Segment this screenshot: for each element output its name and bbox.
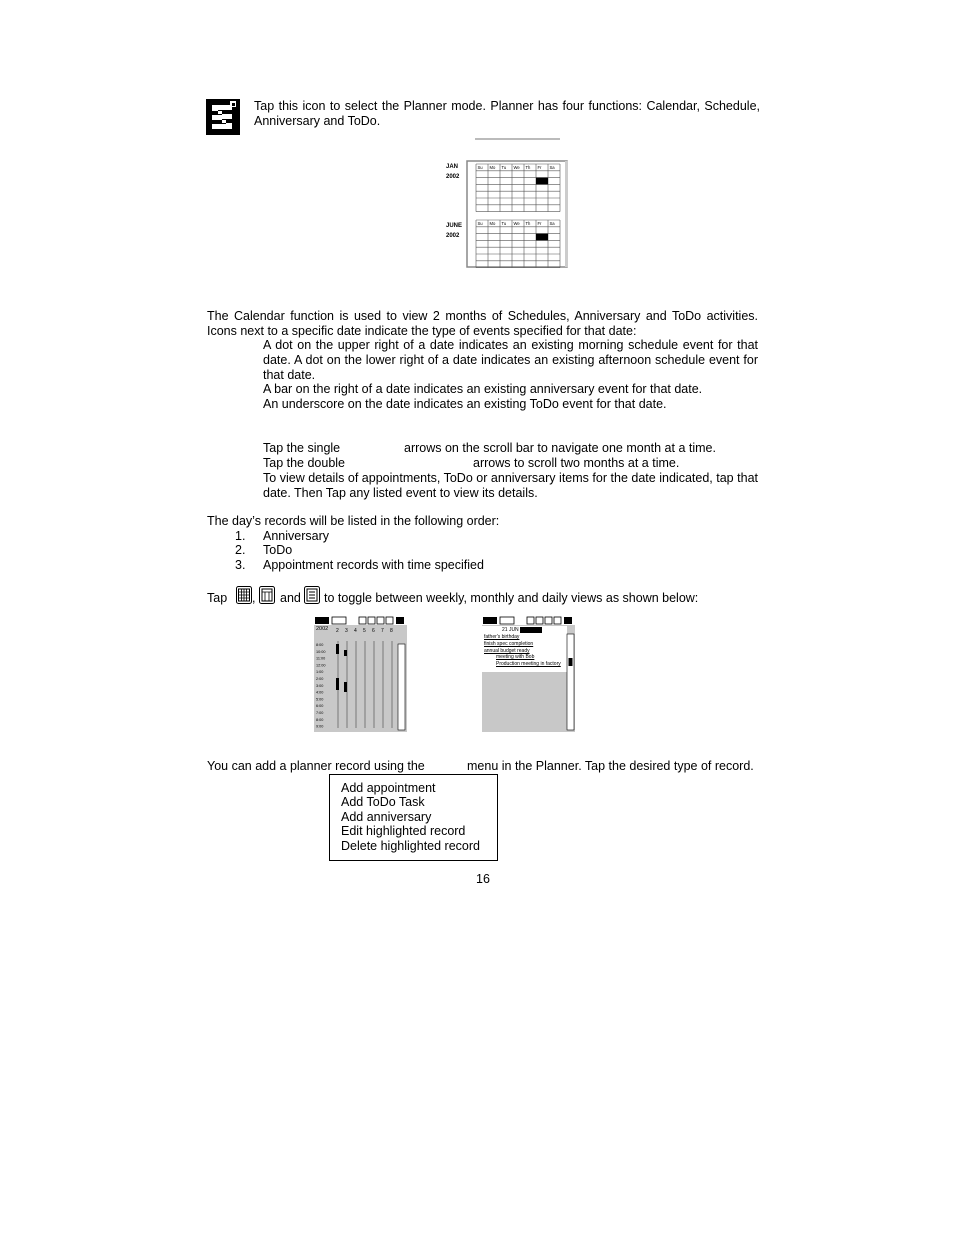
order-item-number: 1. <box>235 529 246 543</box>
weekly-date-label: 6 <box>372 628 375 634</box>
weekly-time-label: 1:00 <box>316 670 324 675</box>
calendar-selected-date <box>536 178 548 185</box>
daily-view-screenshot <box>482 616 575 732</box>
nav-double-text-a: Tap the double <box>263 456 346 470</box>
calendar-day-header: We <box>513 221 520 226</box>
calendar-day-header: Su <box>477 221 483 226</box>
nav-double-text-b: arrows to scroll two months at a time. <box>473 456 680 470</box>
cal-year1-label: 2002 <box>446 174 460 180</box>
toggle-tap: Tap <box>207 591 228 605</box>
toggle-rest: to toggle between weekly, monthly and daily views as shown below: <box>324 591 699 605</box>
weekly-date-label: 4 <box>354 628 357 634</box>
daily-date: 21 JUN <box>502 626 519 633</box>
daily-view-icon[interactable] <box>304 586 320 604</box>
calendar-day-header: We <box>513 165 520 170</box>
calendar-day-header: Tu <box>501 165 507 170</box>
calendar-day-header: Fr <box>537 165 542 170</box>
weekly-view-screenshot <box>314 616 407 732</box>
weekly-date-label: 3 <box>345 628 348 634</box>
weekly-time-label: 5:00 <box>316 697 324 702</box>
weekly-time-label: 8:00 <box>316 643 324 647</box>
menu-item[interactable]: Add appointment <box>341 781 436 795</box>
weekly-date-label: 5 <box>363 628 366 634</box>
calendar-day-header: Sa <box>549 221 555 226</box>
weekly-date-label: 8 <box>390 628 393 634</box>
calendar-day-header: Th <box>525 221 531 226</box>
weekly-time-label: 10:00 <box>316 649 326 654</box>
toggle-and: and <box>280 591 301 605</box>
calendar-day-header: Tu <box>501 221 507 226</box>
weekly-event-bar <box>344 650 347 656</box>
calendar-day-header: Su <box>477 165 483 170</box>
weekly-time-label: 12:00 <box>316 663 326 668</box>
weekly-time-label: 6:00 <box>316 704 324 709</box>
weekly-time-label: 7:00 <box>316 711 324 715</box>
calendar-desc-item2: A bar on the right of a date indicates an existing anniversary event for that date. <box>263 382 703 396</box>
monthly-view-icon[interactable] <box>259 586 275 604</box>
order-item-number: 2. <box>235 543 246 558</box>
order-item-number: 3. <box>235 557 246 572</box>
calendar-desc-item3: An underscore on the date indicates an existing ToDo event for that date. <box>263 397 667 411</box>
weekly-date-label: 2 <box>336 628 339 634</box>
weekly-time-label: 9:00 <box>316 724 324 729</box>
menu-item[interactable]: Edit highlighted record <box>341 824 466 839</box>
toggle-comma: , <box>252 591 256 605</box>
weekly-date-label: 7 <box>381 628 384 634</box>
planner-icon[interactable] <box>206 99 240 135</box>
menu-item[interactable]: Add ToDo Task <box>341 795 425 810</box>
menu-item[interactable]: Delete highlighted record <box>341 838 480 853</box>
calendar-screenshot <box>444 137 569 269</box>
nav-single-text-b: arrows on the scroll bar to navigate one month at a time. <box>404 441 716 455</box>
weekly-time-label: 2:00 <box>316 677 324 681</box>
cal-year2-label: 2002 <box>446 233 460 239</box>
order-item-label: ToDo <box>263 543 293 558</box>
add-record-text-a: You can add a planner record using the <box>207 759 425 773</box>
calendar-day-header: Th <box>525 165 531 170</box>
cal-month2-label: JUNE <box>446 223 463 229</box>
order-item-label: Appointment records with time specified <box>263 557 484 572</box>
menu-item[interactable]: Add anniversary <box>341 809 432 824</box>
calendar-day-header: Sa <box>549 165 555 170</box>
calendar-day-header: Mo <box>489 221 496 226</box>
daily-event[interactable]: finish spec completion <box>484 640 534 647</box>
daily-event[interactable]: meeting with Bob <box>496 654 535 661</box>
daily-event[interactable]: Production meeting in factory <box>496 661 561 668</box>
daily-event[interactable]: father's birthday <box>484 634 520 640</box>
order-item-label: Anniversary <box>263 529 329 543</box>
calendar-day-header: Mo <box>489 165 496 170</box>
weekly-event-bar <box>336 678 339 690</box>
weekly-time-label: 8:00 <box>316 717 324 722</box>
weekly-time-label: 11:00 <box>316 656 326 661</box>
add-record-text-b: menu in the Planner. Tap the desired type of record. <box>467 759 754 773</box>
calendar-desc-item1: A dot on the upper right of a date indicates an existing morning schedule event for that date. A dot on the lower right of a date indicates an existing afternoon schedule event for that date. <box>263 338 758 382</box>
order-intro: The day’s records will be listed in the following order: <box>207 514 500 528</box>
calendar-desc: The Calendar function is used to view 2 months of Schedules, Anniversary and ToDo activities. Icons next to a specific date indicate the type of events specified for that date: <box>207 309 758 338</box>
add-menu <box>329 774 498 861</box>
calendar-day-header: Fr <box>537 221 542 226</box>
weekly-event-bar <box>336 644 339 654</box>
weekly-year: 2002 <box>316 626 329 632</box>
nav-single-text-a: Tap the single <box>263 441 341 455</box>
weekly-event-bar <box>344 682 347 692</box>
weekly-time-label: 4:00 <box>316 690 324 695</box>
intro-text: Tap this icon to select the Planner mode. Planner has four functions: Calendar, Schedule, Anniversary and ToDo. <box>254 99 760 128</box>
weekly-time-label: 3:00 <box>316 683 324 688</box>
daily-event[interactable]: annual budget ready <box>484 647 530 654</box>
weekly-view-icon[interactable] <box>236 586 252 604</box>
cal-month1-label: JAN <box>446 164 459 170</box>
page-number: 16 <box>476 872 490 886</box>
calendar-selected-date <box>536 234 548 241</box>
nav-details: To view details of appointments, ToDo or anniversary items for the date indicated, tap that date. Then Tap any listed event to view its details. <box>263 471 758 500</box>
